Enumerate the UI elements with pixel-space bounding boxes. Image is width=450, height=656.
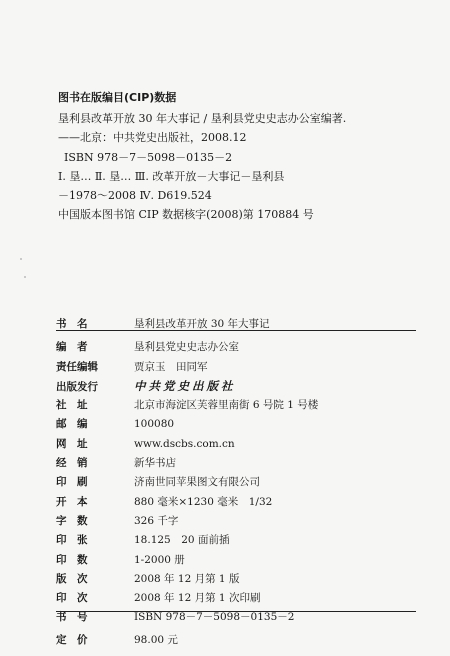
cip-line-isbn: ISBN 978－7－5098－0135－2	[64, 150, 233, 164]
imprint-value: 326 千字	[134, 514, 179, 527]
imprint-label: 印 次	[56, 592, 88, 605]
imprint-label: 定 价	[56, 633, 88, 646]
imprint-value: 100080	[134, 418, 175, 431]
imprint-row-book-title	[56, 316, 416, 335]
imprint-label: 印 数	[56, 553, 88, 566]
imprint-value: www.dscbs.com.cn	[134, 437, 235, 450]
imprint-label: 印 刷	[56, 476, 88, 489]
imprint-row-sheets	[56, 532, 416, 551]
imprint-row-address	[56, 397, 416, 416]
imprint-label: 出版发行	[56, 380, 98, 393]
imprint-bottom-rule	[56, 611, 416, 612]
imprint-label: 印 张	[56, 534, 88, 547]
imprint-label: 经 销	[56, 457, 88, 470]
cip-line-record-number: 中国版本图书馆 CIP 数据核字(2008)第 170884 号	[58, 208, 314, 222]
imprint-row-word-count	[56, 513, 416, 532]
imprint-value: 98.00 元	[134, 633, 178, 646]
cip-title: 图书在版编目(CIP)数据	[58, 91, 177, 104]
imprint-row-responsible-editor	[56, 359, 416, 378]
imprint-label: 版 次	[56, 572, 88, 585]
imprint-value: 880 毫米×1230 毫米 1/32	[134, 495, 273, 508]
imprint-value: ISBN 978－7－5098－0135－2	[134, 611, 295, 624]
imprint-label: 书 号	[56, 611, 88, 624]
scan-speck	[24, 276, 26, 278]
imprint-value: 济南世同苹果图文有限公司	[134, 476, 260, 489]
publisher-logotype: 中共党史出版社	[134, 378, 236, 393]
imprint-row-isbn	[56, 609, 416, 628]
imprint-label: 书 名	[56, 318, 88, 330]
imprint-value: 1-2000 册	[134, 553, 185, 566]
imprint-row-postcode	[56, 416, 416, 435]
imprint-label: 字 数	[56, 514, 88, 527]
cip-line-classification: －1978～2008 Ⅳ. D619.524	[58, 189, 212, 203]
imprint-label: 编 者	[56, 341, 88, 354]
imprint-value: 北京市海淀区芙蓉里南街 6 号院 1 号楼	[134, 399, 319, 412]
imprint-label: 责任编辑	[56, 360, 98, 373]
imprint-row-distributor	[56, 455, 416, 474]
imprint-value: 贾京玉 田同军	[134, 360, 208, 373]
imprint-value: 垦利县改革开放 30 年大事记	[134, 318, 270, 330]
imprint-row-website	[56, 436, 416, 455]
imprint-value: 2008 年 12 月第 1 次印刷	[134, 592, 261, 605]
imprint-label: 社 址	[56, 399, 88, 412]
imprint-value: 垦利县党史史志办公室	[134, 341, 239, 354]
imprint-row-printing	[56, 590, 416, 609]
imprint-row-format	[56, 494, 416, 513]
imprint-label: 网 址	[56, 437, 88, 450]
scan-speck	[20, 258, 22, 260]
imprint-value: 2008 年 12 月第 1 版	[134, 572, 240, 585]
cip-block	[58, 88, 428, 224]
imprint-row-price	[56, 632, 416, 651]
imprint-row-editor	[56, 339, 416, 358]
imprint-row-printer	[56, 474, 416, 493]
imprint-label: 邮 编	[56, 418, 88, 431]
imprint-table	[56, 316, 416, 651]
imprint-value: 18.125 20 面前插	[134, 534, 230, 547]
cip-line-title: 垦利县改革开放 30 年大事记 / 垦利县党史史志办公室编著.	[58, 112, 347, 126]
imprint-row-publisher	[56, 378, 416, 397]
imprint-label: 开 本	[56, 495, 88, 508]
cip-line-publisher: ——北京：中共党史出版社，2008.12	[58, 131, 247, 145]
imprint-row-print-run	[56, 552, 416, 571]
imprint-row-edition	[56, 571, 416, 590]
cip-line-subjects: Ⅰ. 垦… Ⅱ. 垦… Ⅲ. 改革开放－大事记－垦利县	[58, 169, 285, 183]
imprint-value: 新华书店	[134, 457, 176, 470]
